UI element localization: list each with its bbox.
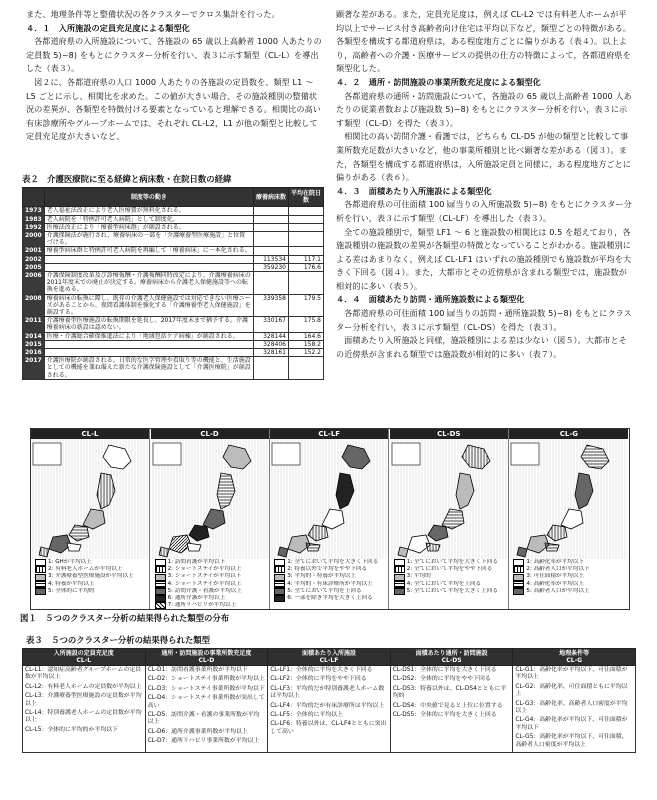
year-cell: 2000 bbox=[23, 232, 45, 247]
prefecture-region bbox=[67, 543, 81, 551]
beds-cell bbox=[254, 223, 289, 231]
year-cell: 2017 bbox=[23, 357, 45, 380]
okinawa-inset bbox=[153, 443, 181, 465]
paragraph: 面積あたり入所施設と同様，施設種別による差は少ない（図５）。大都市とその近傍県が含まれる類型では施設数が相対的に多い（表７）。 bbox=[336, 335, 627, 359]
legend-label: 3: 可住面積が平均以上 bbox=[526, 573, 584, 580]
map-legend bbox=[155, 559, 267, 609]
table-header: 地理条件等 CL-G bbox=[513, 649, 636, 666]
table-row bbox=[23, 263, 324, 271]
type-definition: CL-D4：ショートステイ事業所数が突出して高い bbox=[147, 695, 265, 709]
beds-cell bbox=[254, 207, 289, 215]
legend-swatch bbox=[513, 574, 524, 581]
prefecture-region bbox=[103, 445, 131, 469]
table-header: 療養病床数 bbox=[254, 188, 289, 207]
legend-swatch bbox=[513, 581, 524, 588]
section-heading: ４．３ 面積あたり入所施設による類型化 bbox=[336, 185, 492, 196]
paragraph: 各都道府県の可住面積 100 ㎢当りの入所施設数 5)~8) をもとにクラスター分析を行い，表３に示す類型（CL-LF）を導出した（表３）。 bbox=[336, 199, 632, 223]
legend-swatch bbox=[394, 588, 405, 595]
legend-item bbox=[513, 588, 625, 595]
type-definition: CL-D5：訪問介護・看護の事業所数が平均以上 bbox=[147, 712, 260, 726]
event-cell bbox=[44, 340, 253, 348]
legend-item bbox=[274, 573, 386, 580]
legend-swatch bbox=[155, 566, 166, 573]
legend-item bbox=[513, 566, 625, 573]
prefecture-region bbox=[545, 543, 559, 551]
legend-item bbox=[155, 588, 267, 595]
prefecture-region bbox=[69, 525, 89, 541]
stay-days-cell: 164.6 bbox=[289, 332, 324, 340]
legend-label: 1: GHが平均以上 bbox=[48, 559, 92, 565]
legend-item bbox=[35, 581, 147, 588]
legend-item bbox=[274, 566, 386, 573]
year-cell: 2011 bbox=[23, 317, 45, 332]
legend-swatch bbox=[155, 602, 166, 609]
legend-item bbox=[35, 559, 147, 566]
legend-label: 3: 介護療養型医療施設が平均以上 bbox=[48, 573, 134, 580]
type-definition: CL-LF2：全体的に平均をやや下回る bbox=[270, 676, 367, 683]
legend-swatch bbox=[274, 595, 285, 602]
section-heading: ４．２ 通所・訪問施設の事業所数充足度による類型化 bbox=[336, 76, 541, 87]
legend-label: 3: 平均的 bbox=[406, 573, 431, 580]
legend-swatch bbox=[35, 559, 46, 566]
map-title: CL-DS bbox=[390, 429, 508, 439]
paragraph: 図２に、各都道府県の人口 1000 人あたりの各施設の定員数を、類型 L1 ～ L5 ごとに示し、相関比を求めた。この値が大きい場合、その施設種別の整備状況の差異が、各類型を特徴付ける要素となっていると理解できる。相関比の高い有床診療所やグループホームでは、それぞれ CL-L2，L1 が他の類型と比較して定員充足度が大きいなど、 bbox=[26, 76, 321, 142]
year-cell: 1983 bbox=[23, 215, 45, 223]
type-definition: CL-DS4：中央値で見ると上位に位置する bbox=[392, 702, 503, 709]
type-definition: CL-LF5：全体的に平均以上 bbox=[270, 712, 344, 719]
legend-item bbox=[35, 588, 147, 595]
type-definition: CL-LF3：平均的だが特別養護老人ホーム数は平均以上 bbox=[270, 685, 385, 700]
legend-swatch bbox=[394, 566, 405, 573]
paragraph: 各都道府県の可住面積 100 ㎢当りの訪問・通所施設数 5)~8) をもとにクラスター分析を行い，表３に示す類型（CL-DS）を得た（表３）。 bbox=[336, 308, 632, 332]
prefecture-region bbox=[278, 547, 288, 557]
legend-item bbox=[513, 581, 625, 588]
legend-label: 7: 通所リハビリが平均以上 bbox=[167, 602, 237, 609]
event-cell: 医療・介護総合確保推進法により「地域包括ケア病棟」が創設される。 bbox=[44, 332, 253, 340]
legend-label: 4: ショートステイが平均以上 bbox=[167, 580, 242, 587]
prefecture-region bbox=[336, 473, 354, 509]
left-text-column bbox=[26, 8, 324, 144]
table-row bbox=[23, 294, 324, 317]
table-row bbox=[23, 340, 324, 348]
map-legend bbox=[274, 559, 386, 602]
legend-item bbox=[513, 573, 625, 580]
map-legend bbox=[35, 559, 147, 595]
type-definition: CL-LF1：全体的に平均を大きく下回る bbox=[270, 667, 373, 673]
year-cell: 2008 bbox=[23, 294, 45, 317]
legend-swatch bbox=[155, 595, 166, 602]
type-definition: CL-D7：通所リハビリ事業所数が平均以上 bbox=[147, 738, 260, 745]
table-row bbox=[23, 255, 324, 263]
stay-days-cell bbox=[289, 272, 324, 295]
section-heading: ４．４ 面積あたり訪問・通所施設数による類型化 bbox=[336, 294, 525, 305]
type-list-cell bbox=[513, 666, 636, 753]
legend-swatch bbox=[155, 588, 166, 595]
legend-item bbox=[155, 602, 267, 609]
right-text-column bbox=[336, 8, 634, 361]
prefecture-region bbox=[203, 509, 225, 529]
type-list-cell bbox=[145, 666, 268, 753]
table-caption: 表２ 介護医療院に至る経緯と病床数・在院日数の経緯 bbox=[22, 174, 232, 184]
legend-item bbox=[394, 573, 506, 580]
legend-swatch bbox=[274, 559, 285, 566]
event-cell: 介護療養型医療施設の転換期限を延長し、2017年度末まで猶予する。介護療養病床の新設は認めない。 bbox=[44, 317, 253, 332]
legend-label: 4: 特養が平均以上 bbox=[48, 580, 95, 587]
japan-map bbox=[390, 439, 508, 559]
legend-swatch bbox=[35, 574, 46, 581]
type-definition: CL-L3：介護療養型医療施設の定員数が平均以上 bbox=[25, 693, 142, 707]
table-row bbox=[23, 207, 324, 215]
table-header: 面積あたり入所施設 CL-LF bbox=[268, 649, 391, 666]
table-2 bbox=[22, 173, 324, 380]
prefecture-region bbox=[217, 473, 235, 509]
table-header: 制度等の動き bbox=[44, 188, 253, 207]
beds-cell: 328406 bbox=[254, 340, 289, 348]
map-panel bbox=[31, 429, 150, 609]
map-title: CL-G bbox=[509, 429, 628, 439]
type-definition: CL-L1：認知症高齢者グループホームの定員数が平均以上 bbox=[25, 667, 142, 681]
type-definition: CL-D3：ショートステイ事業所数が平均以下 bbox=[147, 685, 265, 692]
legend-item bbox=[394, 566, 506, 573]
prefecture-region bbox=[39, 547, 49, 557]
prefecture-region bbox=[581, 445, 609, 469]
map-title: CL-LF bbox=[270, 429, 388, 439]
stay-days-cell: 158.2 bbox=[289, 340, 324, 348]
type-definition: CL-G5：高齢化率が平均以下、可住面積、高齢者人口密度が平均以上 bbox=[515, 734, 628, 748]
legend-label: 1: 全てにおいて平均を大きく下回る bbox=[406, 559, 498, 565]
legend-item bbox=[274, 559, 386, 566]
prefecture-region bbox=[223, 445, 251, 469]
legend-swatch bbox=[274, 581, 285, 588]
event-cell bbox=[44, 349, 253, 357]
legend-swatch bbox=[513, 588, 524, 595]
prefecture-region bbox=[159, 547, 169, 557]
type-list-cell bbox=[268, 666, 391, 753]
prefecture-region bbox=[187, 543, 201, 551]
legend-item bbox=[274, 581, 386, 588]
prefecture-region bbox=[428, 525, 448, 541]
legend-item bbox=[155, 573, 267, 580]
type-definition: CL-G4：高齢化率が平均以下、可住面積が平均以下 bbox=[515, 717, 628, 731]
beds-cell bbox=[254, 357, 289, 380]
legend-label: 6: 一部を除き平均を大きく上回る bbox=[287, 595, 373, 602]
prefecture-region bbox=[456, 473, 474, 509]
table-row bbox=[23, 223, 324, 231]
legend-label: 2: 全てにおいて平均をやや下回る bbox=[406, 566, 493, 573]
year-cell: 1973 bbox=[23, 207, 45, 215]
beds-cell: 113534 bbox=[254, 255, 289, 263]
legend-item bbox=[35, 566, 147, 573]
prefecture-region bbox=[83, 509, 105, 529]
prefecture-region bbox=[97, 473, 115, 509]
prefecture-region bbox=[308, 525, 328, 541]
paragraph: 全ての施設種別で，類型 LF1 ～ 6 と施設数の相関比は 0.5 を超えており，各施設種別の施設数の差異が各類型の特徴となっていることがわかる。施設種別による差はあまりなく，例えば CL-LF1 はいずれの施設種別でも施設数が平均を大きく下回る（図４）。また，大都市とその近傍県が含まれる類型では，施設数が相対的に多い（表５）。 bbox=[336, 226, 632, 291]
legend-swatch bbox=[35, 566, 46, 573]
event-cell: 医療法改正により「療養型病床群」が創設される。 bbox=[44, 223, 253, 231]
beds-cell bbox=[254, 215, 289, 223]
stay-days-cell bbox=[289, 215, 324, 223]
section-heading: ４．１ 入所施設の定員充足度による類型化 bbox=[26, 22, 190, 33]
type-definition: CL-DS5：全体的に平均を大きく上回る bbox=[392, 712, 497, 719]
paragraph: また、地理条件等と整備状況の各クラスターでクロス集計を行った。 bbox=[26, 9, 280, 19]
stay-days-cell bbox=[289, 223, 324, 231]
stay-days-cell bbox=[289, 207, 324, 215]
map-title: CL-D bbox=[151, 429, 269, 439]
year-cell: 2014 bbox=[23, 332, 45, 340]
table-row bbox=[23, 357, 324, 380]
legend-item bbox=[35, 573, 147, 580]
stay-days-cell: 176.6 bbox=[289, 263, 324, 271]
type-definition: CL-LF4：平均的だが有床診療所は平均以上 bbox=[270, 702, 385, 709]
stay-days-cell bbox=[289, 247, 324, 255]
prefecture-region bbox=[306, 543, 320, 551]
legend-swatch bbox=[513, 559, 524, 566]
prefecture-region bbox=[547, 525, 567, 541]
legend-swatch bbox=[513, 566, 524, 573]
prefecture-region bbox=[462, 445, 490, 469]
table-3 bbox=[22, 648, 636, 753]
legend-item bbox=[274, 595, 386, 602]
beds-cell: 359230 bbox=[254, 263, 289, 271]
legend-swatch bbox=[394, 559, 405, 566]
paragraph: 各都道府県の入所施設について、各施設の 65 歳以上高齢者 1000 人あたりの定員数 5)~8) をもとにクラスター分析を行い、表３に示す類型（CL-L）を導出した（表３）。 bbox=[26, 36, 322, 74]
legend-label: 5: 全てにおいて平均を上回る bbox=[287, 587, 362, 594]
beds-cell bbox=[254, 247, 289, 255]
type-definition: CL-DS2：全体的に平均をやや下回る bbox=[392, 676, 491, 683]
year-cell: 2006 bbox=[23, 272, 45, 295]
type-definition: CL-L5：全体的に平均的か平均以下 bbox=[25, 726, 119, 733]
stay-days-cell: 117.1 bbox=[289, 255, 324, 263]
okinawa-inset bbox=[511, 443, 539, 465]
legend-label: 3: 平均的・特養が平均以上 bbox=[287, 573, 356, 580]
legend-label: 4: 平均的・有床診療所が平均以上 bbox=[287, 580, 373, 587]
prefecture-region bbox=[189, 525, 209, 541]
legend-item bbox=[155, 559, 267, 566]
japan-map bbox=[270, 439, 388, 559]
legend-item bbox=[155, 566, 267, 573]
okinawa-inset bbox=[272, 443, 300, 465]
legend-swatch bbox=[35, 581, 46, 588]
event-cell: 介護医療院が創設される。日常的な医学管理や看取り等の機能と、生活施設としての機能を兼ね備えた新たな介護保険施設として「介護医療院」が創設される。 bbox=[44, 357, 253, 380]
japan-map bbox=[151, 439, 269, 559]
paragraph: 各都道府県の通所・訪問施設について，各施設の 65 歳以上高齢者 1000 人あたりの従業者数および施設数 5)~8) をもとにクラスター分析を行い，表３に示す類型（CL-D）を得た（表３）。 bbox=[336, 90, 632, 128]
year-cell: 2005 bbox=[23, 263, 45, 271]
legend-label: 2: 高齢者人口が平均以下 bbox=[526, 566, 590, 573]
event-cell: 介護保険制度改革及び診療報酬・介護報酬同時改定により、介護療養病床の2011年度末での廃止が決定する。療養病床から介護老人保健施設等への転換を進める。 bbox=[44, 272, 253, 295]
beds-cell bbox=[254, 272, 289, 295]
year-cell: 2016 bbox=[23, 349, 45, 357]
type-definition: CL-DS1：全体的に平均を大きく下回る bbox=[392, 667, 497, 673]
legend-label: 1: 高齢化率が平均以下 bbox=[526, 559, 584, 565]
prefecture-region bbox=[561, 509, 583, 529]
year-cell: 2001 bbox=[23, 247, 45, 255]
beds-cell: 330167 bbox=[254, 317, 289, 332]
legend-label: 1: 全てにおいて平均を大きく下回る bbox=[287, 559, 379, 565]
table-row bbox=[23, 215, 324, 223]
beds-cell bbox=[254, 232, 289, 247]
legend-swatch bbox=[274, 566, 285, 573]
table-header: 通所・訪問施設の事業所数充足度 CL-D bbox=[145, 649, 268, 666]
legend-item bbox=[394, 559, 506, 566]
table-row bbox=[23, 272, 324, 295]
legend-swatch bbox=[155, 559, 166, 566]
stay-days-cell bbox=[289, 232, 324, 247]
prefecture-region bbox=[322, 509, 344, 529]
prefecture-region bbox=[575, 473, 593, 509]
type-definition: CL-DS3：特養以外は、CL-DS4とともに平均的 bbox=[392, 685, 507, 700]
stay-days-cell: 179.5 bbox=[289, 294, 324, 317]
legend-label: 2: 特養以外で平均をやや下回る bbox=[287, 566, 368, 573]
figure-1-maps bbox=[30, 428, 630, 610]
table-row bbox=[23, 317, 324, 332]
map-title: CL-L bbox=[31, 429, 149, 439]
table-header: 入所施設の定員充足度 CL-L bbox=[23, 649, 146, 666]
prefecture-region bbox=[426, 543, 440, 551]
okinawa-inset bbox=[33, 443, 61, 465]
legend-label: 5: 全体的に平均的 bbox=[48, 587, 95, 594]
japan-map bbox=[509, 439, 627, 559]
legend-label: 2: ショートステイが平均以上 bbox=[167, 566, 242, 573]
map-panel bbox=[509, 429, 628, 609]
table-caption: 表３ ５つのクラスター分析の結果得られた類型 bbox=[26, 635, 210, 645]
legend-label: 3: ショートステイが平均以下 bbox=[167, 573, 242, 580]
event-cell: 老人病院を「特例許可老人病院」として制度化。 bbox=[44, 215, 253, 223]
event-cell: 療養型病床群と特例許可老人病院を再編して「療養病床」に一本化される。 bbox=[44, 247, 253, 255]
legend-label: 5: 高齢者人口が平均以上 bbox=[526, 587, 590, 594]
event-cell bbox=[44, 255, 253, 263]
map-legend bbox=[513, 559, 625, 595]
stay-days-cell: 152.2 bbox=[289, 349, 324, 357]
map-panel bbox=[390, 429, 509, 609]
type-definition: CL-D1：訪問看護事業所数が平均以下 bbox=[147, 667, 248, 673]
legend-item bbox=[394, 588, 506, 595]
legend-label: 5: 訪問介護・看護が平均以上 bbox=[167, 587, 242, 594]
stay-days-cell bbox=[289, 357, 324, 380]
table-header: 面積あたり通所・訪問施設 CL-DS bbox=[390, 649, 513, 666]
prefecture-region bbox=[442, 509, 464, 529]
legend-label: 4: 全てにおいて平均を上回る bbox=[406, 580, 482, 587]
map-legend bbox=[394, 559, 506, 595]
beds-cell: 328161 bbox=[254, 349, 289, 357]
japan-map bbox=[31, 439, 149, 559]
paragraph: 顕著な差がある。また，定員充足度は，例えば CL-L2 では有料老人ホームが平均以上でサービス付き高齢者向け住宅は平均以下など，類型ごとの特徴がある。各類型を構成する都道府県は，ある程度地方ごとに偏りがある（表４）。以上より，高齢者への介護・医療サービスの提供の仕方の特徴によって，各都道府県を類型化した。 bbox=[336, 9, 631, 74]
figure-caption: 図１ ５つのクラスター分析の結果得られた類型の分布 bbox=[20, 613, 230, 623]
type-definition: CL-LF6：特養以外は、CL-LF4とともに突出して高い bbox=[270, 721, 387, 735]
event-cell: 療養病床の転換に際し、既存の介護老人保健施設では対応できない医療ニーズがあることから、夜間看護体制を強化する「介護療養型老人保健施設」を創設する。 bbox=[44, 294, 253, 317]
type-definition: CL-L4：特別養護老人ホームの定員数が平均以上 bbox=[25, 710, 142, 724]
table-header: 平均在院日数 bbox=[289, 188, 324, 207]
year-cell: 2015 bbox=[23, 340, 45, 348]
legend-swatch bbox=[35, 588, 46, 595]
legend-label: 2: 有料老人ホームが平均以上 bbox=[48, 566, 123, 573]
legend-item bbox=[513, 559, 625, 566]
beds-cell: 339358 bbox=[254, 294, 289, 317]
type-list-cell bbox=[390, 666, 513, 753]
type-definition: CL-D2：ショートステイ事業所数が平均以上 bbox=[147, 676, 265, 683]
type-definition: CL-G2：高齢化率、可住面積ともに平均以上 bbox=[515, 683, 628, 698]
event-cell bbox=[44, 263, 253, 271]
legend-item bbox=[274, 588, 386, 595]
legend-label: 6: 通所介護が平均以上 bbox=[167, 595, 226, 602]
year-cell: 2002 bbox=[23, 255, 45, 263]
prefecture-region bbox=[517, 547, 527, 557]
type-definition: CL-G1：高齢化率が平均以下、可住面積が平均以上 bbox=[515, 667, 628, 681]
legend-swatch bbox=[155, 581, 166, 588]
prefecture-region bbox=[398, 547, 408, 557]
legend-swatch bbox=[274, 588, 285, 595]
beds-cell: 328144 bbox=[254, 332, 289, 340]
type-definition: CL-D6：通所介護事業所数が平均以上 bbox=[147, 728, 248, 735]
stay-days-cell: 175.8 bbox=[289, 317, 324, 332]
paragraph: 相関比の高い訪問介護・看護では，どちらも CL-D5 が他の類型と比較して事業所数充足数が大きいなど，他の事業所種別と比べ顕著な差がある（図３）。また，各類型を構成する都道府県は，入所施設定員と同様に，ある程度地方ごとに偏りがある（表６）。 bbox=[336, 131, 631, 183]
legend-label: 4: 高齢化率が平均以上 bbox=[526, 580, 584, 587]
type-definition: CL-G3：高齢化率、高齢者人口密度が平均以上 bbox=[515, 700, 628, 715]
event-cell: 介護保険法が施行され、療養病床の一部を「介護療養型医療施設」と位置づける。 bbox=[44, 232, 253, 247]
legend-item bbox=[394, 581, 506, 588]
legend-label: 1: 訪問看護が平均以下 bbox=[167, 559, 226, 565]
year-cell: 1992 bbox=[23, 223, 45, 231]
table-row bbox=[23, 247, 324, 255]
legend-swatch bbox=[394, 574, 405, 581]
okinawa-inset bbox=[392, 443, 420, 465]
table-header bbox=[23, 188, 45, 207]
legend-item bbox=[155, 595, 267, 602]
legend-swatch bbox=[394, 581, 405, 588]
legend-swatch bbox=[155, 574, 166, 581]
legend-swatch bbox=[274, 574, 285, 581]
map-panel bbox=[270, 429, 389, 609]
type-list-cell bbox=[23, 666, 146, 753]
table-row bbox=[23, 349, 324, 357]
legend-label: 5: 全てにおいて平均を大きく上回る bbox=[406, 587, 498, 594]
prefecture-region bbox=[342, 445, 370, 469]
legend-item bbox=[155, 581, 267, 588]
table-row bbox=[23, 332, 324, 340]
type-definition: CL-L2：有料老人ホームの定員数が平均以上 bbox=[25, 683, 142, 690]
table-row bbox=[23, 232, 324, 247]
history-table bbox=[22, 187, 324, 380]
map-panel bbox=[151, 429, 270, 609]
event-cell: 老人福祉法改正により老人医療費が無料化される。 bbox=[44, 207, 253, 215]
